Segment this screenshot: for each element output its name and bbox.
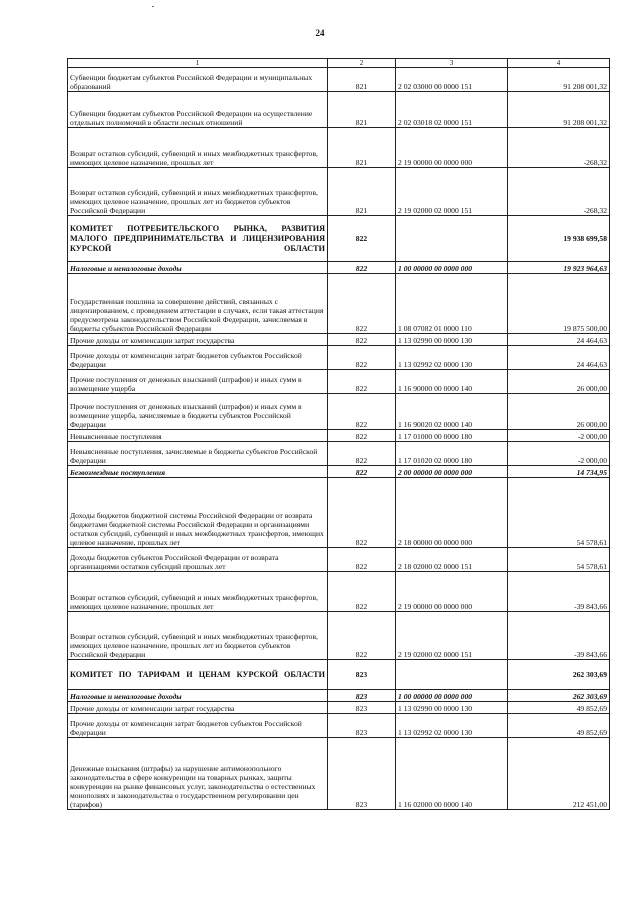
admin-code-cell: 823 [328, 702, 396, 714]
table-row [68, 714, 610, 738]
table-row [68, 274, 610, 334]
revenue-name-cell: Доходы бюджетов субъектов Российской Федерации от возврата организациями остатков субсидий прошлых лет [68, 548, 328, 572]
amount-cell: -39 843,66 [508, 572, 610, 612]
revenue-name-cell: Прочие доходы от компенсации затрат бюджетов субъектов Российской Федерации [68, 714, 328, 738]
amount-cell: 49 852,69 [508, 702, 610, 714]
amount-cell: 262 303,69 [508, 690, 610, 702]
group-total-row [68, 262, 610, 274]
budget-code-cell: 2 19 02000 02 0000 151 [396, 168, 508, 216]
budget-code-cell: 1 13 02992 02 0000 130 [396, 714, 508, 738]
header-col-3: 3 [396, 59, 508, 68]
revenue-name-cell: Невыясненные поступления, зачисляемые в бюджеты субъектов Российской Федерации [68, 442, 328, 466]
table-row [68, 430, 610, 442]
table-row [68, 548, 610, 572]
amount-cell: 91 208 001,32 [508, 92, 610, 128]
table-row [68, 346, 610, 370]
budget-code-cell: 2 02 03018 02 0000 151 [396, 92, 508, 128]
amount-cell: 19 923 964,63 [508, 262, 610, 274]
table-row [68, 168, 610, 216]
amount-cell: 24 464,63 [508, 346, 610, 370]
budget-code-cell: 2 19 02000 02 0000 151 [396, 612, 508, 660]
revenue-name-cell: Субвенции бюджетам субъектов Российской Федерации и муниципальных образований [68, 68, 328, 92]
page-number: 24 [315, 28, 325, 38]
revenue-name-cell: Невыясненные поступления [68, 430, 328, 442]
budget-code-cell: 1 00 00000 00 0000 000 [396, 262, 508, 274]
admin-code-cell: 823 [328, 690, 396, 702]
revenue-name-cell: Налоговые и неналоговые доходы [68, 262, 328, 274]
committee-row [68, 660, 610, 690]
budget-code-cell: 1 13 02992 02 0000 130 [396, 346, 508, 370]
table-row [68, 442, 610, 466]
revenue-name-cell: КОМИТЕТ ПО ТАРИФАМ И ЦЕНАМ КУРСКОЙ ОБЛАСТИ [68, 660, 328, 690]
table-body [68, 68, 610, 810]
amount-cell: -2 000,00 [508, 430, 610, 442]
admin-code-cell: 821 [328, 68, 396, 92]
revenue-table [67, 58, 610, 810]
budget-code-cell: 2 18 02000 02 0000 151 [396, 548, 508, 572]
admin-code-cell: 823 [328, 714, 396, 738]
admin-code-cell: 822 [328, 442, 396, 466]
amount-cell: -268,32 [508, 168, 610, 216]
revenue-name-cell: Прочие поступления от денежных взысканий (штрафов) и иных сумм в возмещение ущерба, зачисляемые в бюджеты субъектов Российской Федерации [68, 394, 328, 430]
table-row [68, 394, 610, 430]
table-row [68, 572, 610, 612]
budget-code-cell: 2 19 00000 00 0000 000 [396, 572, 508, 612]
revenue-name-cell: Возврат остатков субсидий, субвенций и иных межбюджетных трансфертов, имеющих целевое назначение, прошлых лет [68, 572, 328, 612]
group-total-row [68, 466, 610, 478]
budget-code-cell [396, 660, 508, 690]
amount-cell: 26 000,00 [508, 370, 610, 394]
table-row [68, 334, 610, 346]
revenue-name-cell: Государственная пошлина за совершение действий, связанных с лицензированием, с проведением аттестации в случаях, если такая аттестация предусмотрена законодательством Российской Федерации, зачисляемая в бюджеты субъектов Российской Федерации [68, 274, 328, 334]
budget-code-cell: 1 16 90020 02 0000 140 [396, 394, 508, 430]
admin-code-cell: 821 [328, 168, 396, 216]
committee-row [68, 216, 610, 262]
admin-code-cell: 822 [328, 394, 396, 430]
amount-cell: 54 578,61 [508, 548, 610, 572]
table-row [68, 478, 610, 548]
admin-code-cell: 822 [328, 370, 396, 394]
revenue-name-cell: КОМИТЕТ ПОТРЕБИТЕЛЬСКОГО РЫНКА, РАЗВИТИЯ МАЛОГО ПРЕДПРИНИМАТЕЛЬСТВА И ЛИЦЕНЗИРОВАНИЯ КУРСКОЙ ОБЛАСТИ [68, 216, 328, 262]
admin-code-cell: 823 [328, 660, 396, 690]
amount-cell: 14 734,95 [508, 466, 610, 478]
admin-code-cell: 821 [328, 128, 396, 168]
budget-code-cell: 1 16 02000 00 0000 140 [396, 738, 508, 810]
amount-cell: 54 578,61 [508, 478, 610, 548]
budget-code-cell: 1 08 07082 01 0000 110 [396, 274, 508, 334]
revenue-name-cell: Налоговые и неналоговые доходы [68, 690, 328, 702]
budget-code-cell: 1 13 02990 00 0000 130 [396, 702, 508, 714]
admin-code-cell: 822 [328, 274, 396, 334]
table-row [68, 702, 610, 714]
amount-cell: 26 000,00 [508, 394, 610, 430]
admin-code-cell: 822 [328, 478, 396, 548]
admin-code-cell: 822 [328, 346, 396, 370]
budget-code-cell: 1 13 02990 00 0000 130 [396, 334, 508, 346]
amount-cell: 262 303,69 [508, 660, 610, 690]
admin-code-cell: 822 [328, 548, 396, 572]
admin-code-cell: 822 [328, 430, 396, 442]
admin-code-cell: 822 [328, 334, 396, 346]
table-row [68, 738, 610, 810]
revenue-name-cell: Безвозмездные поступления [68, 466, 328, 478]
amount-cell: 19 875 500,00 [508, 274, 610, 334]
revenue-name-cell: Субвенции бюджетам субъектов Российской Федерации на осуществление отдельных полномочий в области лесных отношений [68, 92, 328, 128]
amount-cell: 212 451,00 [508, 738, 610, 810]
scan-speck [152, 6, 154, 7]
amount-cell: -268,32 [508, 128, 610, 168]
group-total-row [68, 690, 610, 702]
amount-cell: -2 000,00 [508, 442, 610, 466]
admin-code-cell: 822 [328, 216, 396, 262]
budget-code-cell: 2 18 00000 00 0000 000 [396, 478, 508, 548]
budget-code-cell: 1 00 00000 00 0000 000 [396, 690, 508, 702]
table-row [68, 128, 610, 168]
header-col-4: 4 [508, 59, 610, 68]
amount-cell: 49 852,69 [508, 714, 610, 738]
revenue-name-cell: Прочие доходы от компенсации затрат государства [68, 334, 328, 346]
revenue-name-cell: Прочие доходы от компенсации затрат государства [68, 702, 328, 714]
table-row [68, 612, 610, 660]
amount-cell: -39 843,66 [508, 612, 610, 660]
budget-code-cell: 2 00 00000 00 0000 000 [396, 466, 508, 478]
revenue-name-cell: Прочие доходы от компенсации затрат бюджетов субъектов Российской Федерации [68, 346, 328, 370]
revenue-name-cell: Возврат остатков субсидий, субвенций и иных межбюджетных трансфертов, имеющих целевое назначение, прошлых лет из бюджетов субъектов Российской Федерации [68, 612, 328, 660]
admin-code-cell: 822 [328, 466, 396, 478]
revenue-name-cell: Денежные взыскания (штрафы) за нарушение антимонопольного законодательства в сфере конкуренции на товарных рынках, защиты конкуренции на рынке финансовых услуг, законодательства о естественных монополиях и законодательства о государственном регулировании цен (тарифов) [68, 738, 328, 810]
budget-code-cell: 2 19 00000 00 0000 000 [396, 128, 508, 168]
table-row [68, 92, 610, 128]
admin-code-cell: 822 [328, 572, 396, 612]
revenue-name-cell: Доходы бюджетов бюджетной системы Российской Федерации от возврата бюджетами бюджетной системы Российской Федерации и организациями остатков субсидий, субвенций и иных межбюджетных трансфертов, имеющих целевое назначение, прошлых лет [68, 478, 328, 548]
budget-code-cell [396, 216, 508, 262]
amount-cell: 19 938 699,58 [508, 216, 610, 262]
admin-code-cell: 822 [328, 612, 396, 660]
budget-code-cell: 1 16 90000 00 0000 140 [396, 370, 508, 394]
table-row [68, 370, 610, 394]
budget-code-cell: 1 17 01020 02 0000 180 [396, 442, 508, 466]
table-header-row [68, 59, 610, 68]
header-col-1: 1 [68, 59, 328, 68]
amount-cell: 91 208 001,32 [508, 68, 610, 92]
header-col-2: 2 [328, 59, 396, 68]
budget-code-cell: 2 02 03000 00 0000 151 [396, 68, 508, 92]
admin-code-cell: 822 [328, 262, 396, 274]
revenue-name-cell: Возврат остатков субсидий, субвенций и иных межбюджетных трансфертов, имеющих целевое назначение, прошлых лет из бюджетов субъектов Российской Федерации [68, 168, 328, 216]
revenue-name-cell: Возврат остатков субсидий, субвенций и иных межбюджетных трансфертов, имеющих целевое назначение, прошлых лет [68, 128, 328, 168]
admin-code-cell: 821 [328, 92, 396, 128]
admin-code-cell: 823 [328, 738, 396, 810]
table-row [68, 68, 610, 92]
revenue-name-cell: Прочие поступления от денежных взысканий (штрафов) и иных сумм в возмещение ущерба [68, 370, 328, 394]
budget-code-cell: 1 17 01000 00 0000 180 [396, 430, 508, 442]
amount-cell: 24 464,63 [508, 334, 610, 346]
